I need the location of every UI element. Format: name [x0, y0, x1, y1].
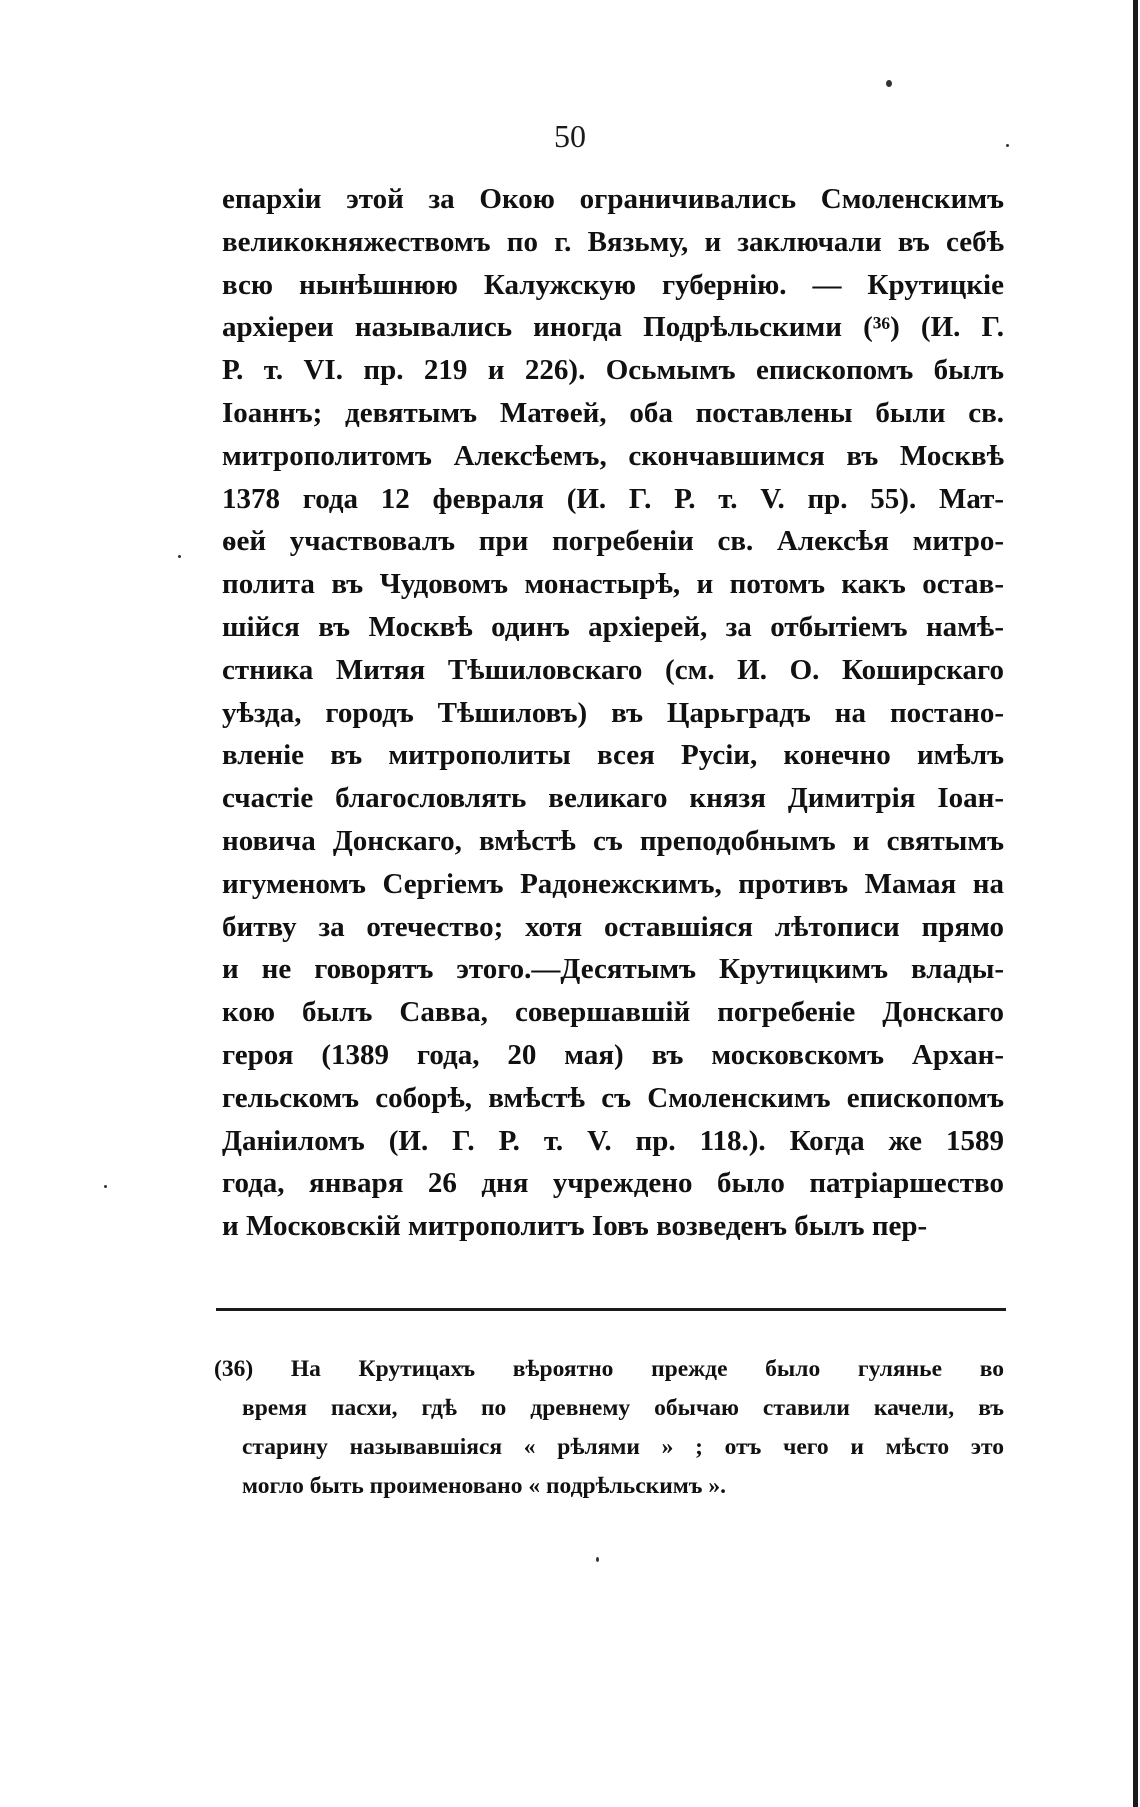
text-line: ѳей участвовалъ при погребеніи св. Алексѣя митро- [222, 525, 1004, 558]
text-line: новича Донскаго, вмѣстѣ съ преподобнымъ и святымъ [222, 824, 1004, 857]
text-line: 1378 года 12 февраля (И. Г. Р. т. V. пр. 55). Мат- [222, 482, 1004, 515]
footnote [214, 1350, 1004, 1506]
ink-speck [596, 1557, 599, 1562]
text-line: битву за отечество; хотя оставшіяся лѣтописи прямо [222, 910, 1004, 943]
footnote-line: могло быть проименовано « подрѣльскимъ ». [242, 1473, 726, 1499]
text-line: счастіе благословлять великаго князя Димитрія Іоан- [222, 782, 1004, 815]
page-edge-shadow [1133, 0, 1138, 1807]
text-line: игуменомъ Сергіемъ Радонежскимъ, противъ Мамая на [222, 867, 1004, 900]
text-line: вленіе въ митрополиты всея Русіи, конечно имѣлъ [222, 739, 1004, 772]
text-line: и Московскій митрополитъ Іовъ возведенъ былъ пер- [222, 1210, 928, 1243]
ink-speck [178, 555, 181, 558]
text-line: кою былъ Савва, совершавшій погребеніе Донскаго [222, 996, 1004, 1029]
text-line: полита въ Чудовомъ монастырѣ, и потомъ какъ остав- [222, 568, 1004, 601]
text-line: героя (1389 года, 20 мая) въ московскомъ Архан- [222, 1038, 1004, 1071]
text-line: митрополитомъ Алексѣемъ, скончавшимся въ Москвѣ [222, 439, 1004, 472]
text-line: всю нынѣшнюю Калужскую губернію. — Крутицкіе [222, 268, 1004, 301]
text-line: уѣзда, городъ Тѣшиловъ) въ Царьградъ на постано- [222, 696, 1004, 729]
text-line: шійся въ Москвѣ одинъ архіерей, за отбытіемъ намѣ- [222, 610, 1004, 643]
text-line: епархіи этой за Окою ограничивались Смоленскимъ [222, 183, 1004, 215]
footnote-divider [216, 1308, 1006, 1311]
text-line: года, января 26 дня учреждено было патріаршество [222, 1167, 1004, 1200]
text-line: гельскомъ соборѣ, вмѣстѣ съ Смоленскимъ епископомъ [222, 1081, 1004, 1114]
text-line: и не говорятъ этого.—Десятымъ Крутицкимъ влады- [222, 953, 1004, 986]
ink-speck [104, 1185, 107, 1188]
text-line: великокняжествомъ по г. Вязьму, и заключали въ себѣ [222, 225, 1004, 258]
footnote-line: время пасхи, гдѣ по древнему обычаю ставили качели, въ [242, 1395, 1004, 1421]
ink-speck [886, 80, 892, 87]
main-text [222, 178, 1004, 1248]
text-line: Даніиломъ (И. Г. Р. т. V. пр. 118.). Когда же 1589 [222, 1124, 1004, 1157]
page-number: 50 [554, 118, 586, 154]
text-line: Р. т. VI. пр. 219 и 226). Осьмымъ епископомъ былъ [222, 354, 1004, 387]
footnote-line: (36) На Крутицахъ вѣроятно прежде было гулянье во [214, 1356, 1004, 1382]
text-line: стника Митяя Тѣшиловскаго (см. И. О. Коширскаго [222, 653, 1004, 686]
footnote-line: старину называвшіяся « рѣлями » ; отъ чего и мѣсто это [242, 1434, 1004, 1460]
text-line: архіереи назывались иногда Подрѣльскими (³⁶) (И. Г. [222, 311, 1004, 344]
text-line: Іоаннъ; девятымъ Матѳей, оба поставлены были св. [222, 396, 1004, 429]
